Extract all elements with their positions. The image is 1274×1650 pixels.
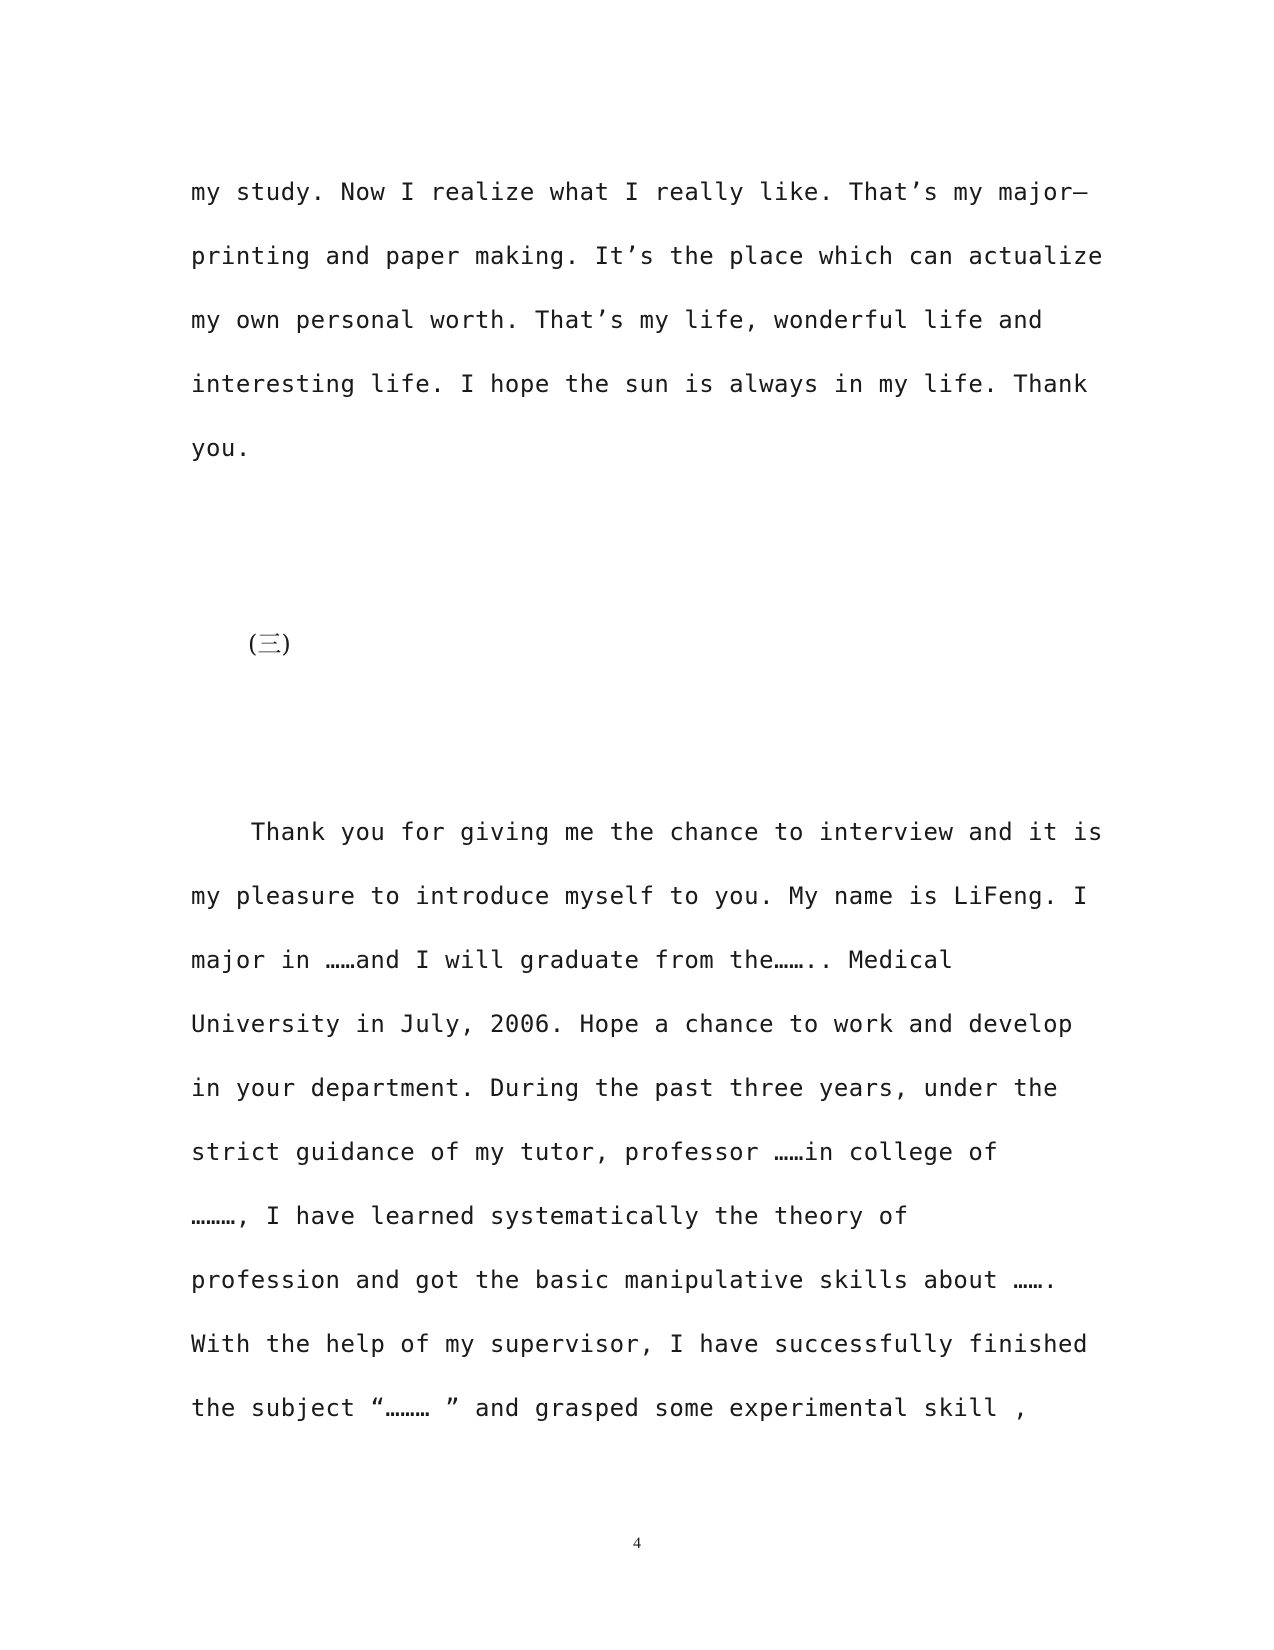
text-line: profession and got the basic manipulative skills about …….: [191, 1266, 1059, 1294]
section-heading: (三): [248, 630, 291, 658]
text-line: printing and paper making. It’s the place which can actualize: [191, 242, 1103, 270]
text-line: major in ……and I will graduate from the…….. Medical: [191, 946, 954, 974]
text-line: ………, I have learned systematically the theory of: [191, 1202, 909, 1230]
text-line: in your department. During the past three years, under the: [191, 1074, 1059, 1102]
text-line: my pleasure to introduce myself to you. My name is LiFeng. I: [191, 882, 1088, 910]
text-line: University in July, 2006. Hope a chance to work and develop: [191, 1010, 1074, 1038]
text-line: you.: [191, 434, 251, 462]
text-line: my own personal worth. That’s my life, wonderful life and: [191, 306, 1044, 334]
text-line: the subject “……… ” and grasped some experimental skill ,: [191, 1394, 1029, 1422]
text-line: my study. Now I realize what I really like. That’s my major—: [191, 178, 1088, 206]
text-line: Thank you for giving me the chance to interview and it is: [191, 818, 1103, 846]
page-number: 4: [633, 1535, 641, 1552]
text-line: strict guidance of my tutor, professor ……in college of: [191, 1138, 999, 1166]
text-line: With the help of my supervisor, I have successfully finished: [191, 1330, 1088, 1358]
text-line: interesting life. I hope the sun is always in my life. Thank: [191, 370, 1088, 398]
